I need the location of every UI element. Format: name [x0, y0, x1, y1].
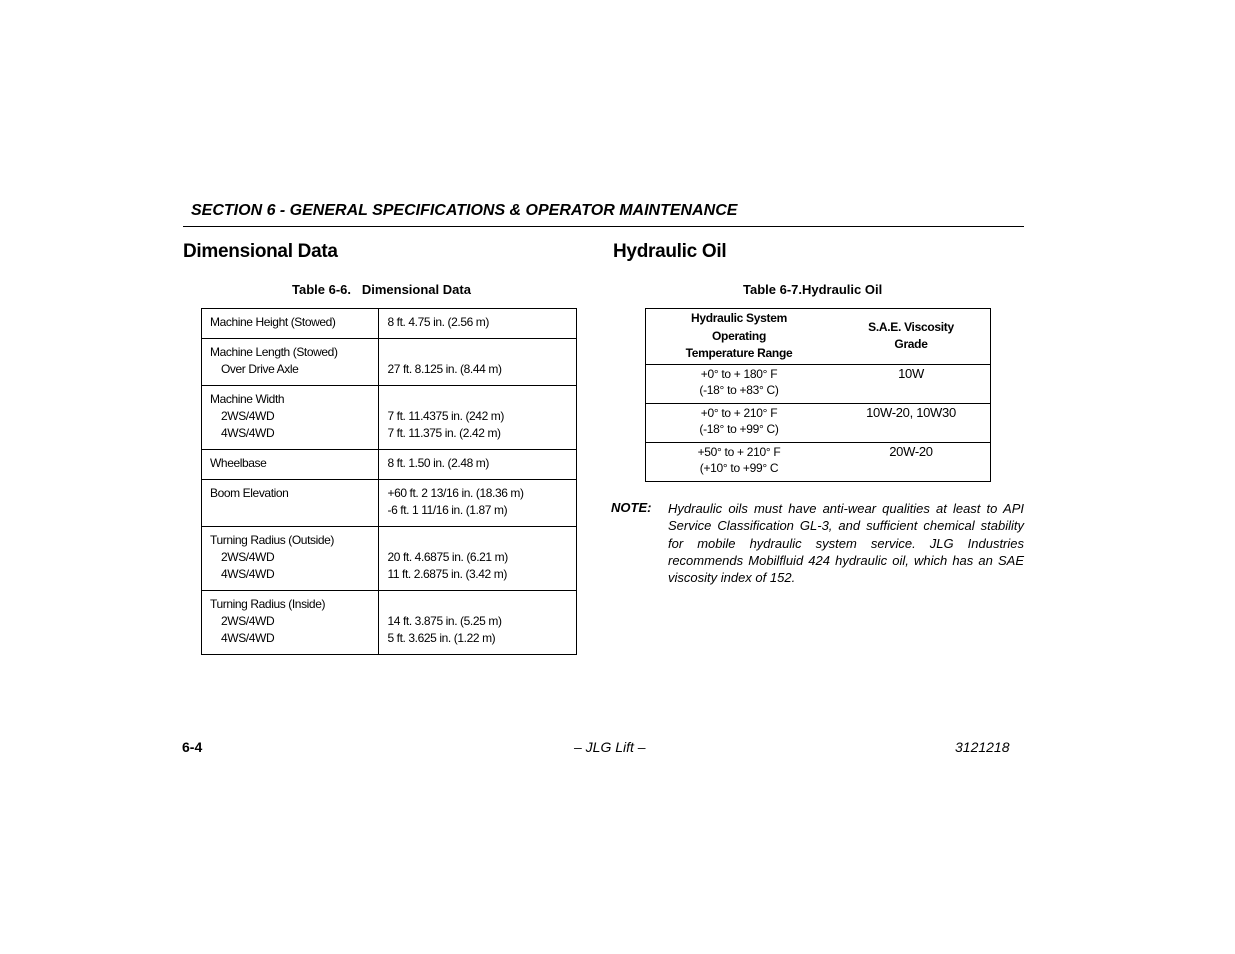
- dimension-value: [387, 391, 568, 408]
- dimension-sublabel: 4WS/4WD: [221, 631, 275, 645]
- dimension-sublabel: 4WS/4WD: [221, 426, 275, 440]
- dimension-label-cell: [202, 450, 379, 480]
- header-rule: [183, 226, 1024, 227]
- dimensional-data-table: [201, 308, 577, 655]
- dimension-label: Turning Radius (Outside): [210, 533, 335, 547]
- dimension-value-cell: [379, 450, 577, 480]
- dimensional-heading: Dimensional Data: [183, 241, 338, 262]
- table-row: [202, 309, 577, 339]
- header-line: Temperature Range: [685, 346, 793, 360]
- temperature-range-cell: [646, 364, 833, 403]
- dimensional-table-caption: Table 6-6. Dimensional Data: [292, 282, 471, 297]
- dimension-label-cell: [202, 527, 379, 591]
- table-row: [202, 480, 577, 527]
- dimension-label: Wheelbase: [210, 456, 267, 470]
- range-line: (-18° to +99° C): [699, 422, 779, 436]
- dimension-value: 27 ft. 8.125 in. (8.44 m): [387, 362, 502, 376]
- viscosity-grade-cell: 20W-20: [832, 442, 991, 481]
- range-line: +50° to + 210° F: [697, 444, 781, 459]
- hydraulic-heading: Hydraulic Oil: [613, 241, 727, 262]
- dimension-label-cell: [202, 480, 379, 527]
- dimension-value-cell: [379, 480, 577, 527]
- dimension-value-cell: [379, 527, 577, 591]
- header-line: Grade: [894, 337, 928, 352]
- header-viscosity-grade: [832, 309, 991, 365]
- dimension-value: -6 ft. 1 11/16 in. (1.87 m): [387, 503, 508, 517]
- note-text: Hydraulic oils must have anti-wear qualities at least to API Service Classification GL-3, and sufficient chemical stability for mobile hydraulic system service. JLG Industries recommends Mobilfluid 424 hydraulic oil, which has an SAE viscosity index of 152.: [668, 501, 1024, 586]
- header-line: Hydraulic System: [691, 311, 787, 325]
- header-line: S.A.E. Viscosity: [868, 319, 954, 334]
- range-line: (-18° to +83° C): [699, 383, 779, 397]
- hydraulic-table-caption: Table 6-7.Hydraulic Oil: [743, 282, 883, 297]
- dimension-value-cell: [379, 386, 577, 450]
- header-line: Operating: [712, 328, 766, 343]
- dimension-label: Machine Width: [210, 392, 285, 406]
- dimension-value: 8 ft. 1.50 in. (2.48 m): [387, 456, 489, 470]
- dimension-value: 8 ft. 4.75 in. (2.56 m): [387, 315, 489, 329]
- dimension-label: Machine Height (Stowed): [210, 315, 336, 329]
- dimension-value-cell: [379, 309, 577, 339]
- dimension-value: 14 ft. 3.875 in. (5.25 m): [387, 614, 502, 628]
- dimension-value: 5 ft. 3.625 in. (1.22 m): [387, 631, 496, 645]
- range-line: +0° to + 180° F: [700, 366, 778, 381]
- dimension-value: +60 ft. 2 13/16 in. (18.36 m): [387, 486, 524, 500]
- dimension-label-cell: [202, 339, 379, 386]
- dimension-label-cell: [202, 591, 379, 655]
- dimension-value: 7 ft. 11.4375 in. (242 m): [387, 409, 504, 423]
- dimension-sublabel: 2WS/4WD: [221, 550, 275, 564]
- range-line: (+10° to +99° C: [699, 461, 779, 475]
- dimension-label-cell: [202, 386, 379, 450]
- table-row: [202, 591, 577, 655]
- table-row: [202, 386, 577, 450]
- table-row: [646, 403, 991, 442]
- dimension-value: 11 ft. 2.6875 in. (3.42 m): [387, 567, 507, 581]
- dimension-value-cell: [379, 339, 577, 386]
- footer-center-title: – JLG Lift –: [574, 739, 646, 755]
- viscosity-grade-cell: 10W-20, 10W30: [832, 403, 991, 442]
- dimension-label: Machine Length (Stowed): [210, 345, 338, 359]
- table-row: [646, 442, 991, 481]
- temperature-range-cell: [646, 403, 833, 442]
- table-row: [202, 527, 577, 591]
- dimension-label: Turning Radius (Inside): [210, 597, 326, 611]
- temperature-range-cell: [646, 442, 833, 481]
- dimension-value: [387, 532, 568, 549]
- range-line: +0° to + 210° F: [700, 405, 778, 420]
- footer-doc-number: 3121218: [955, 739, 1010, 755]
- dimension-value: 7 ft. 11.375 in. (2.42 m): [387, 426, 501, 440]
- table-row: [202, 339, 577, 386]
- dimension-value: [387, 596, 568, 613]
- table-row: [202, 450, 577, 480]
- dimension-sublabel: 4WS/4WD: [221, 567, 275, 581]
- section-header: SECTION 6 - GENERAL SPECIFICATIONS & OPERATOR MAINTENANCE: [191, 202, 738, 219]
- hydraulic-table-header-row: [646, 309, 991, 365]
- table-row: [646, 364, 991, 403]
- dimension-label-cell: [202, 309, 379, 339]
- dimension-value: 20 ft. 4.6875 in. (6.21 m): [387, 550, 508, 564]
- dimension-label: Boom Elevation: [210, 486, 289, 500]
- dimension-value-cell: [379, 591, 577, 655]
- dimension-sublabel: 2WS/4WD: [221, 614, 275, 628]
- header-temperature-range: [646, 309, 833, 365]
- dimension-sublabel: Over Drive Axle: [221, 362, 299, 376]
- viscosity-grade-cell: 10W: [832, 364, 991, 403]
- note-label: NOTE:: [611, 500, 652, 515]
- dimension-sublabel: 2WS/4WD: [221, 409, 275, 423]
- dimension-value: [387, 344, 568, 361]
- footer-page-number: 6-4: [182, 739, 203, 755]
- hydraulic-oil-table: [645, 308, 991, 482]
